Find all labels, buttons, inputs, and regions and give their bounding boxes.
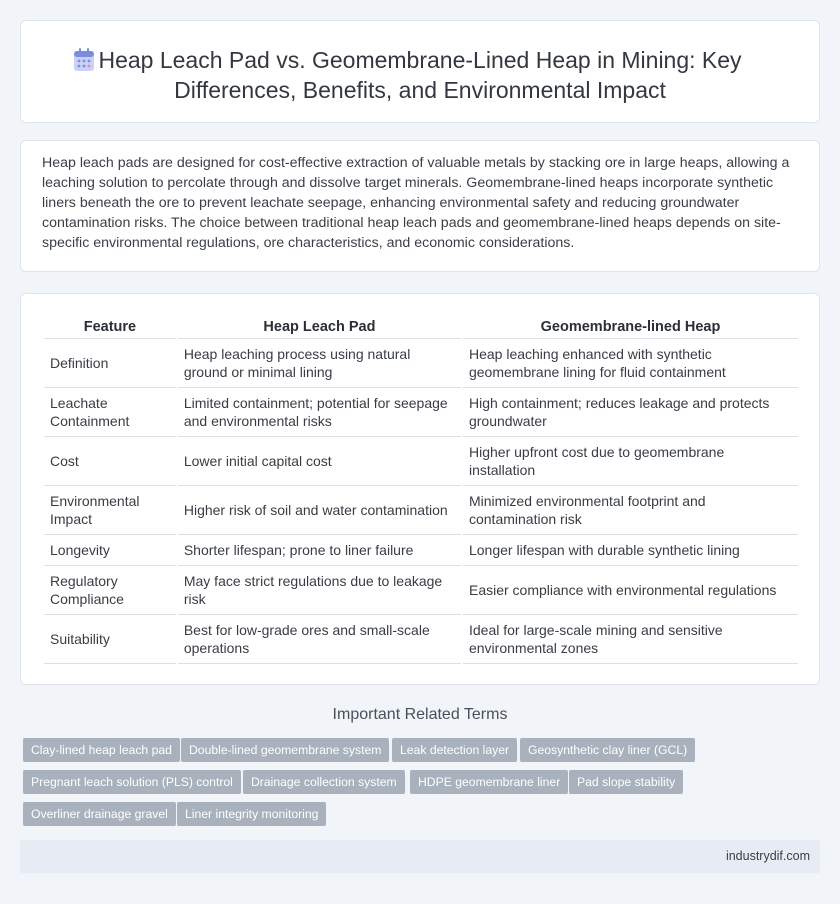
related-terms-heading: Important Related Terms [332, 706, 508, 723]
geomembrane-heap-cell: Easier compliance with environmental regulations [463, 566, 798, 615]
term-tag[interactable]: Geosynthetic clay liner (GCL) [520, 738, 695, 762]
comparison-table [42, 316, 800, 664]
comparison-card [20, 293, 820, 685]
table-row [44, 437, 798, 486]
feature-cell: Definition [44, 339, 176, 388]
table-row [44, 615, 798, 664]
heap-leach-pad-cell: Shorter lifespan; prone to liner failure [178, 535, 461, 566]
term-tag[interactable]: Liner integrity monitoring [177, 802, 326, 826]
calendar-grid-icon [73, 48, 95, 72]
column-header-geomembrane-lined-heap: Geomembrane-lined Heap [463, 316, 798, 339]
table-row [44, 486, 798, 535]
table-row [44, 535, 798, 566]
column-header-feature: Feature [44, 316, 176, 339]
heap-leach-pad-cell: Best for low-grade ores and small-scale operations [178, 615, 461, 664]
table-row [44, 388, 798, 437]
term-tag[interactable]: Leak detection layer [392, 738, 517, 762]
geomembrane-heap-cell: Minimized environmental footprint and contamination risk [463, 486, 798, 535]
heap-leach-pad-cell: May face strict regulations due to leakage risk [178, 566, 461, 615]
heap-leach-pad-cell: Heap leaching process using natural ground or minimal lining [178, 339, 461, 388]
term-tag[interactable]: Drainage collection system [243, 770, 405, 794]
feature-cell: Environmental Impact [44, 486, 176, 535]
term-tag[interactable]: Pad slope stability [569, 770, 683, 794]
feature-cell: Regulatory Compliance [44, 566, 176, 615]
geomembrane-heap-cell: High containment; reduces leakage and protects groundwater [463, 388, 798, 437]
geomembrane-heap-cell: Longer lifespan with durable synthetic lining [463, 535, 798, 566]
term-tag[interactable]: Double-lined geomembrane system [181, 738, 389, 762]
heap-leach-pad-cell: Higher risk of soil and water contamination [178, 486, 461, 535]
geomembrane-heap-cell: Higher upfront cost due to geomembrane installation [463, 437, 798, 486]
site-name[interactable]: industrydif.com [725, 849, 810, 863]
geomembrane-heap-cell: Heap leaching enhanced with synthetic geomembrane lining for fluid containment [463, 339, 798, 388]
column-header-heap-leach-pad: Heap Leach Pad [178, 316, 461, 339]
intro-paragraph: Heap leach pads are designed for cost-effective extraction of valuable metals by stacking ore in large heaps, allowing a leaching solution to percolate through and dissolve target minerals. Geomembrane-lined heaps incorporate synthetic liners beneath the ore to prevent leachate seepage, enhancing environmental safety and reducing groundwater contamination risks. The choice between traditional heap leach pads and geomembrane-lined heaps depends on site-specific environmental regulations, ore characteristics, and economic considerations. [42, 155, 790, 251]
title-block [21, 45, 819, 105]
heap-leach-pad-cell: Limited containment; potential for seepage and environmental risks [178, 388, 461, 437]
table-row [44, 566, 798, 615]
table-header-row [44, 316, 798, 339]
geomembrane-heap-cell: Ideal for large-scale mining and sensitive environmental zones [463, 615, 798, 664]
heap-leach-pad-cell: Lower initial capital cost [178, 437, 461, 486]
table-row [44, 339, 798, 388]
feature-cell: Leachate Containment [44, 388, 176, 437]
term-tag[interactable]: Overliner drainage gravel [23, 802, 176, 826]
feature-cell: Cost [44, 437, 176, 486]
page-title: Heap Leach Pad vs. Geomembrane-Lined Heap in Mining: Key Differences, Benefits, and Environmental Impact [98, 47, 742, 103]
header-card [20, 20, 820, 123]
feature-cell: Suitability [44, 615, 176, 664]
term-tag[interactable]: HDPE geomembrane liner [410, 770, 568, 794]
footer-bar [20, 840, 820, 873]
term-tag[interactable]: Clay-lined heap leach pad [23, 738, 180, 762]
intro-card [20, 140, 820, 272]
term-tag[interactable]: Pregnant leach solution (PLS) control [23, 770, 241, 794]
feature-cell: Longevity [44, 535, 176, 566]
